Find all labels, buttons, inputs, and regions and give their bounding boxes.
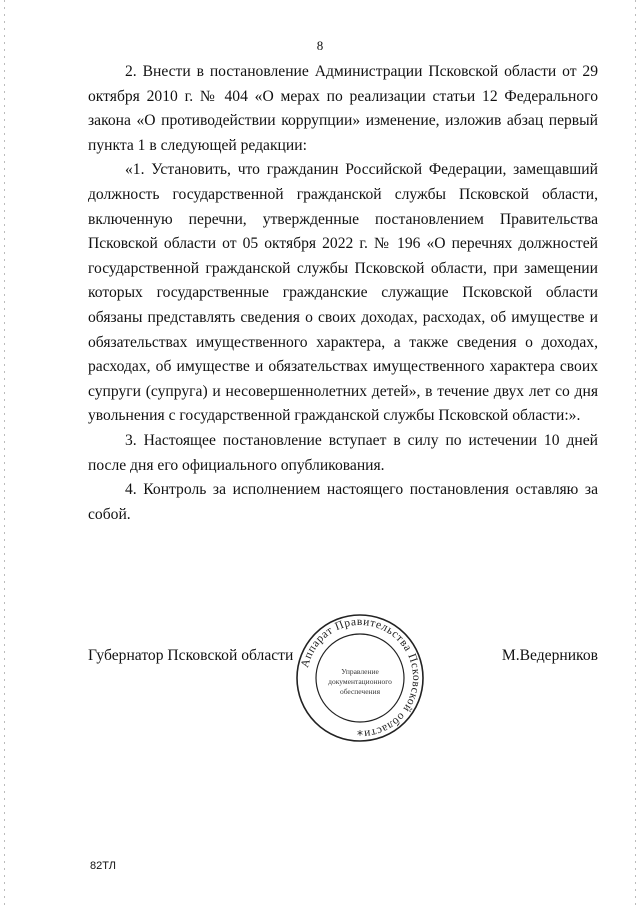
signature-name: М.Ведерников (501, 647, 598, 664)
scan-edge-left (4, 0, 5, 905)
seal-inner-line-2: документационного (328, 677, 392, 686)
paragraph-3: 3. Настоящее постановление вступает в силу по истечении 10 дней после дня его официального опубликования. (88, 431, 598, 474)
seal-inner-line-3: обеспечения (339, 687, 381, 696)
official-seal-stamp (294, 612, 426, 744)
document-body (88, 60, 598, 527)
paragraph-quoted-amendment: «1. Установить, что гражданин Российской Федерации, замещавший должность государственной гражданской службы Псковской области, включенную перечни, утвержденные постановлением Правительства Псковской области от 05 октября 2022 г. № 196 «О перечнях должностей государственной гражданской службы Псковской области, при замещении которых государственные гражданские служащие Псковской области обязаны представлять сведения о своих доходах, расходах, об имуществе и обязательствах имущественного характера, а также сведения о доходах, расходах, об имуществе и обязательствах имущественного характера своих супруги (супруга) и несовершеннолетних детей», в течение двух лет со дня увольнения с государственной гражданской службы Псковской области:». (88, 161, 598, 425)
footer-code: 82ТЛ (90, 860, 116, 872)
scan-edge-right (635, 0, 636, 905)
signature-title: Губернатор Псковской области (88, 647, 294, 664)
page-number: 8 (316, 38, 324, 53)
seal-inner-line-1: Управление (341, 667, 379, 676)
seal-outer-text: Аппарат Правительства Псковской области (299, 615, 423, 740)
paragraph-2: 2. Внести в постановление Администрации Псковской области от 29 октября 2010 г. № 404 «О мерах по реализации статьи 12 Федерального закона «О противодействии коррупции» изменение, изложив абзац первый пункта 1 в следующей редакции: (88, 63, 598, 154)
paragraph-4: 4. Контроль за исполнением настоящего постановления оставляю за собой. (88, 481, 598, 523)
seal-star-icon: * (357, 728, 363, 742)
